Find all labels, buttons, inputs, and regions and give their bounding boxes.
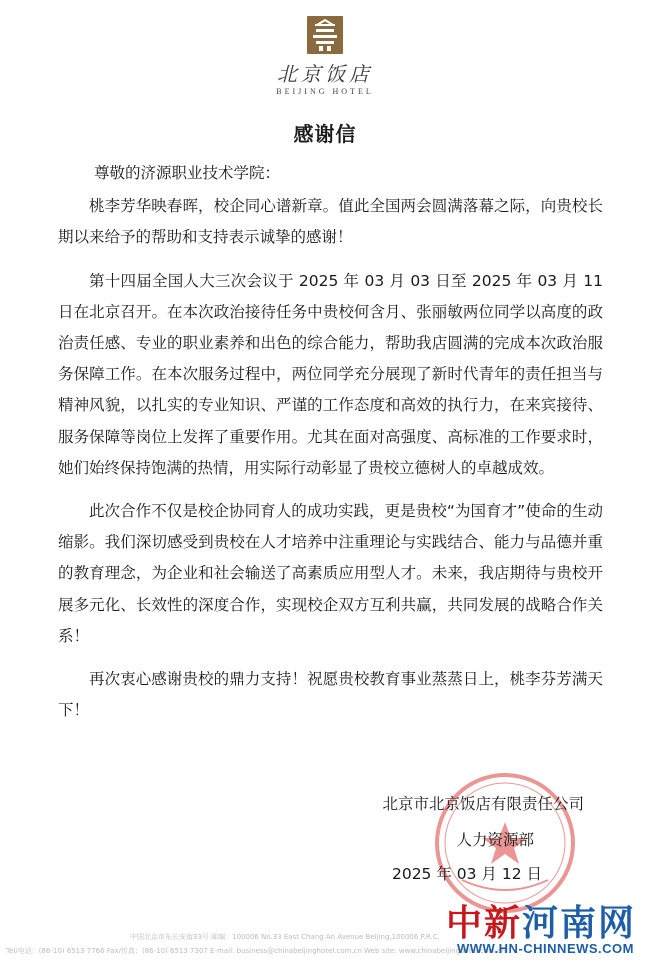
salutation: 尊敬的济源职业技术学院： — [94, 164, 281, 182]
hotel-name-cn: 北京饭店 — [277, 62, 373, 86]
signature-company: 北京市北京饭店有限责任公司 — [382, 795, 584, 813]
footer-contact: Tel/电话：(86-10) 6513 7766 Fax/传真：(86-10) 6513 7307 E-mail: business@chinabeijinghotel.com.cn Web site: www.chinabeijinghotel.com.cn — [6, 947, 506, 955]
paragraph-1: 桃李芳华映春晖，校企同心谱新章。值此全国两会圆满落幕之际，向贵校长期以来给予的帮助和支持表示诚挚的感谢！ — [58, 197, 603, 247]
watermark-part-a: 中新 — [445, 903, 522, 944]
watermark-logo — [446, 895, 636, 946]
footer-address: 中国北京市东长安街33号 邮编：100006 No.33 East Chang An Avenue Beijing,100006 P.R.C. — [130, 933, 440, 941]
watermark-part-b: 河南网 — [521, 903, 636, 944]
letter-title: 感谢信 — [293, 122, 357, 146]
news-watermark — [400, 895, 640, 965]
paragraph-2: 第十四届全国人大三次会议于 2025 年 03 月 03 日至 2025 年 03 月 11 日在北京召开。在本次政治接待任务中贵校何含月、张丽敏两位同学以高度的政治责任感、专业的职业素养和出色的综合能力，帮助我店圆满的完成本次政治服务保障工作。在本次服务过程中，两位同学充分展现了新时代青年的责任担当与精神风貌，以扎实的专业知识、严谨的工作态度和高效的执行力，在来宾接待、服务保障等岗位上发挥了重要作用。尤其在面对高强度、高标准的工作要求时，她们始终保持饱满的热情，用实际行动彰显了贵校立德树人的卓越成效。 — [58, 271, 603, 477]
signature-department: 人力资源部 — [456, 831, 534, 849]
signature-date: 2025 年 03 月 12 日 — [391, 865, 542, 883]
hotel-emblem-icon — [303, 14, 347, 56]
paragraph-3: 此次合作不仅是校企协同育人的成功实践，更是贵校“为国育才”使命的生动缩影。我们深切感受到贵校在人才培养中注重理论与实践结合、能力与品德并重的教育理念，为企业和社会输送了高素质应用型人才。未来，我店期待与贵校开展多元化、长效性的深度合作，实现校企双方互利共赢，共同发展的战略合作关系！ — [58, 502, 603, 645]
letter-body — [58, 158, 603, 726]
hotel-logo — [0, 14, 650, 96]
watermark-url: WWW.HN-CHINNEWS.COM — [456, 941, 634, 956]
paragraph-4: 再次衷心感谢贵校的鼎力支持！祝愿贵校教育事业蒸蒸日上，桃李芬芳满天下！ — [58, 670, 603, 720]
hotel-name-en: BEIJING HOTEL — [276, 87, 374, 96]
